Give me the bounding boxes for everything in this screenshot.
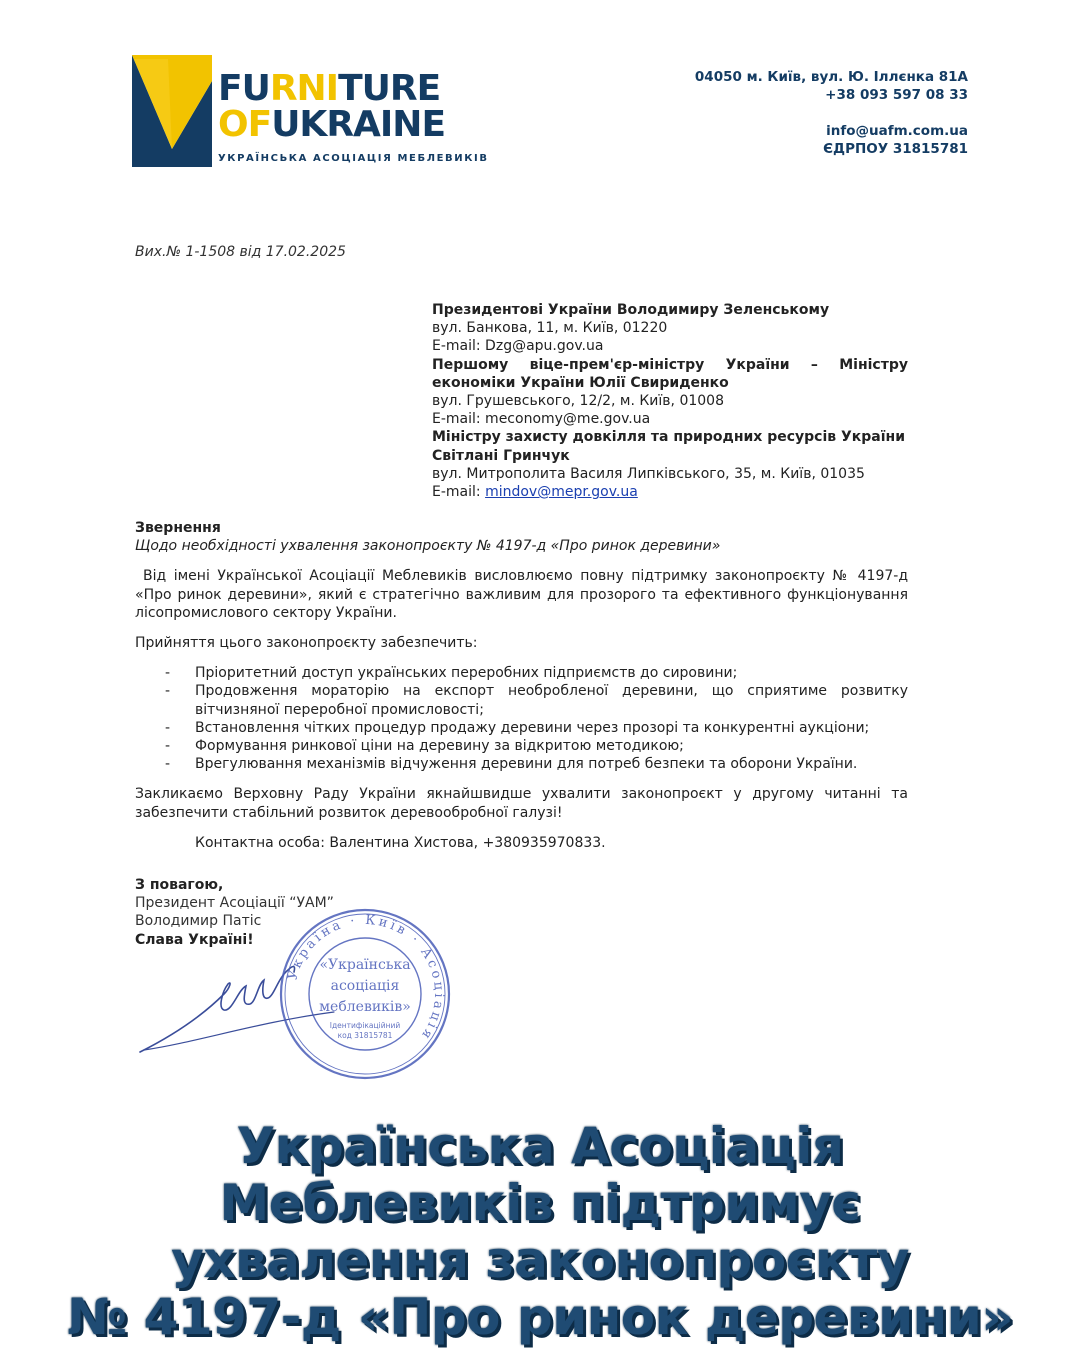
- outgoing-number: Вих.№ 1-1508 від 17.02.2025: [135, 244, 346, 260]
- letter-body: [135, 519, 908, 852]
- svg-text:«Українська: «Українська: [319, 957, 411, 973]
- letter-heading: Звернення: [135, 520, 221, 536]
- paragraph-provides: Прийняття цього законопроєкту забезпечить:: [135, 635, 478, 652]
- headline-line-4: № 4197-д «Про ринок деревини»: [66, 1288, 1014, 1346]
- paragraph-support: Від імені Української Асоціації Меблевиків висловлюємо повну підтримку законопроєкту № 4197-д «Про ринок деревини», який є стратегічно важливим для прозорого та ефективного функціонування лісопромислового сектору України.: [135, 568, 908, 621]
- svg-text:меблевиків»: меблевиків»: [319, 999, 411, 1015]
- contact-address: 04050 м. Київ, вул. Ю. Іллєнка 81А: [694, 69, 968, 85]
- logo-subtitle: УКРАЇНСЬКА АСОЦІАЦІЯ МЕБЛЕВИКІВ: [218, 153, 489, 164]
- recipient-3-name-line1: Міністру захисту довкілля та природних ресурсів України: [432, 429, 906, 446]
- closing-name: Володимир Патіс: [135, 913, 262, 930]
- closing-position: Президент Асоціації “УАМ”: [135, 895, 334, 912]
- recipient-1-email: E-mail: Dzg@apu.gov.ua: [432, 338, 604, 355]
- recipient-1-name: Президентові України Володимиру Зеленському: [432, 302, 830, 318]
- svg-text:Україна · Київ · Асоціація: Україна · Київ · Асоціація: [285, 912, 447, 1044]
- headline-line-3: ухвалення законопроєкту: [171, 1231, 909, 1289]
- contact-email: info@uafm.com.ua: [826, 123, 968, 139]
- headline-line-2: Меблевиків підтримує: [219, 1174, 861, 1232]
- stamp-seal-icon: [276, 905, 454, 1083]
- contact-block: [695, 68, 968, 158]
- svg-text:код 31815781: код 31815781: [337, 1031, 393, 1040]
- recipient-2-address: вул. Грушевського, 12/2, м. Київ, 01008: [432, 393, 724, 410]
- contact-edrpou: ЄДРПОУ 31815781: [823, 141, 968, 157]
- recipient-3-email-link[interactable]: mindov@mepr.gov.ua: [485, 484, 638, 501]
- closing-regards: З повагою,: [135, 877, 224, 893]
- logo: [132, 55, 489, 170]
- contact-person: Контактна особа: Валентина Хистова, +380935970833.: [195, 834, 606, 851]
- recipient-2-name-line2: економіки України Юлії Свириденко: [432, 374, 729, 391]
- recipient-3-name-line2: Світлані Гринчук: [432, 447, 570, 464]
- recipient-3-email: [432, 483, 908, 501]
- list-item: - Формування ринкової ціни на деревину за відкритою методикою;: [165, 738, 684, 755]
- recipient-3-address: вул. Митрополита Василя Липківського, 35, м. Київ, 01035: [432, 465, 865, 482]
- recipient-1-address: вул. Банкова, 11, м. Київ, 01220: [432, 320, 668, 337]
- benefits-list: [135, 664, 908, 773]
- recipient-2-email: E-mail: meconomy@me.gov.ua: [432, 411, 651, 428]
- list-item: - Врегулювання механізмів відчуження деревини для потреб безпеки та оборони України.: [165, 756, 858, 773]
- list-item: - Пріоритетний доступ українських переробних підприємств до сировини;: [165, 665, 738, 682]
- closing-slogan: Слава Україні!: [135, 931, 254, 948]
- list-item: - Встановлення чітких процедур продажу деревини через прозорі та конкурентні аукціони;: [165, 719, 870, 736]
- recipient-2-name-line1: Першому віце-прем'єр-міністру України – Міністру: [432, 356, 908, 373]
- letter-subject: Щодо необхідності ухвалення законопроєкту № 4197-д «Про ринок деревини»: [135, 538, 721, 555]
- logo-wordmark-line1: FURNITURE: [218, 68, 441, 109]
- svg-text:асоціація: асоціація: [330, 978, 400, 994]
- recipients-block: [432, 301, 908, 501]
- svg-text:Ідентифікаційний: Ідентифікаційний: [329, 1021, 401, 1030]
- headline: [0, 1118, 1080, 1346]
- contact-phone: +38 093 597 08 33: [825, 87, 968, 103]
- recipient-3-email-label: E-mail:: [432, 484, 486, 501]
- list-item: - Продовження мораторію на експорт необробленої деревини, що сприятиме розвитку вітчизняної переробної промисловості;: [165, 683, 908, 718]
- headline-line-1: Українська Асоціація: [236, 1117, 844, 1175]
- logo-wordmark-line2: OFUKRAINE: [218, 104, 446, 145]
- logo-mark-icon: [132, 55, 212, 167]
- paragraph-call: Закликаємо Верховну Раду України якнайшвидше ухвалити законопроєкт у другому читанні та забезпечити стабільний розвиток деревообробної галузі!: [135, 786, 908, 821]
